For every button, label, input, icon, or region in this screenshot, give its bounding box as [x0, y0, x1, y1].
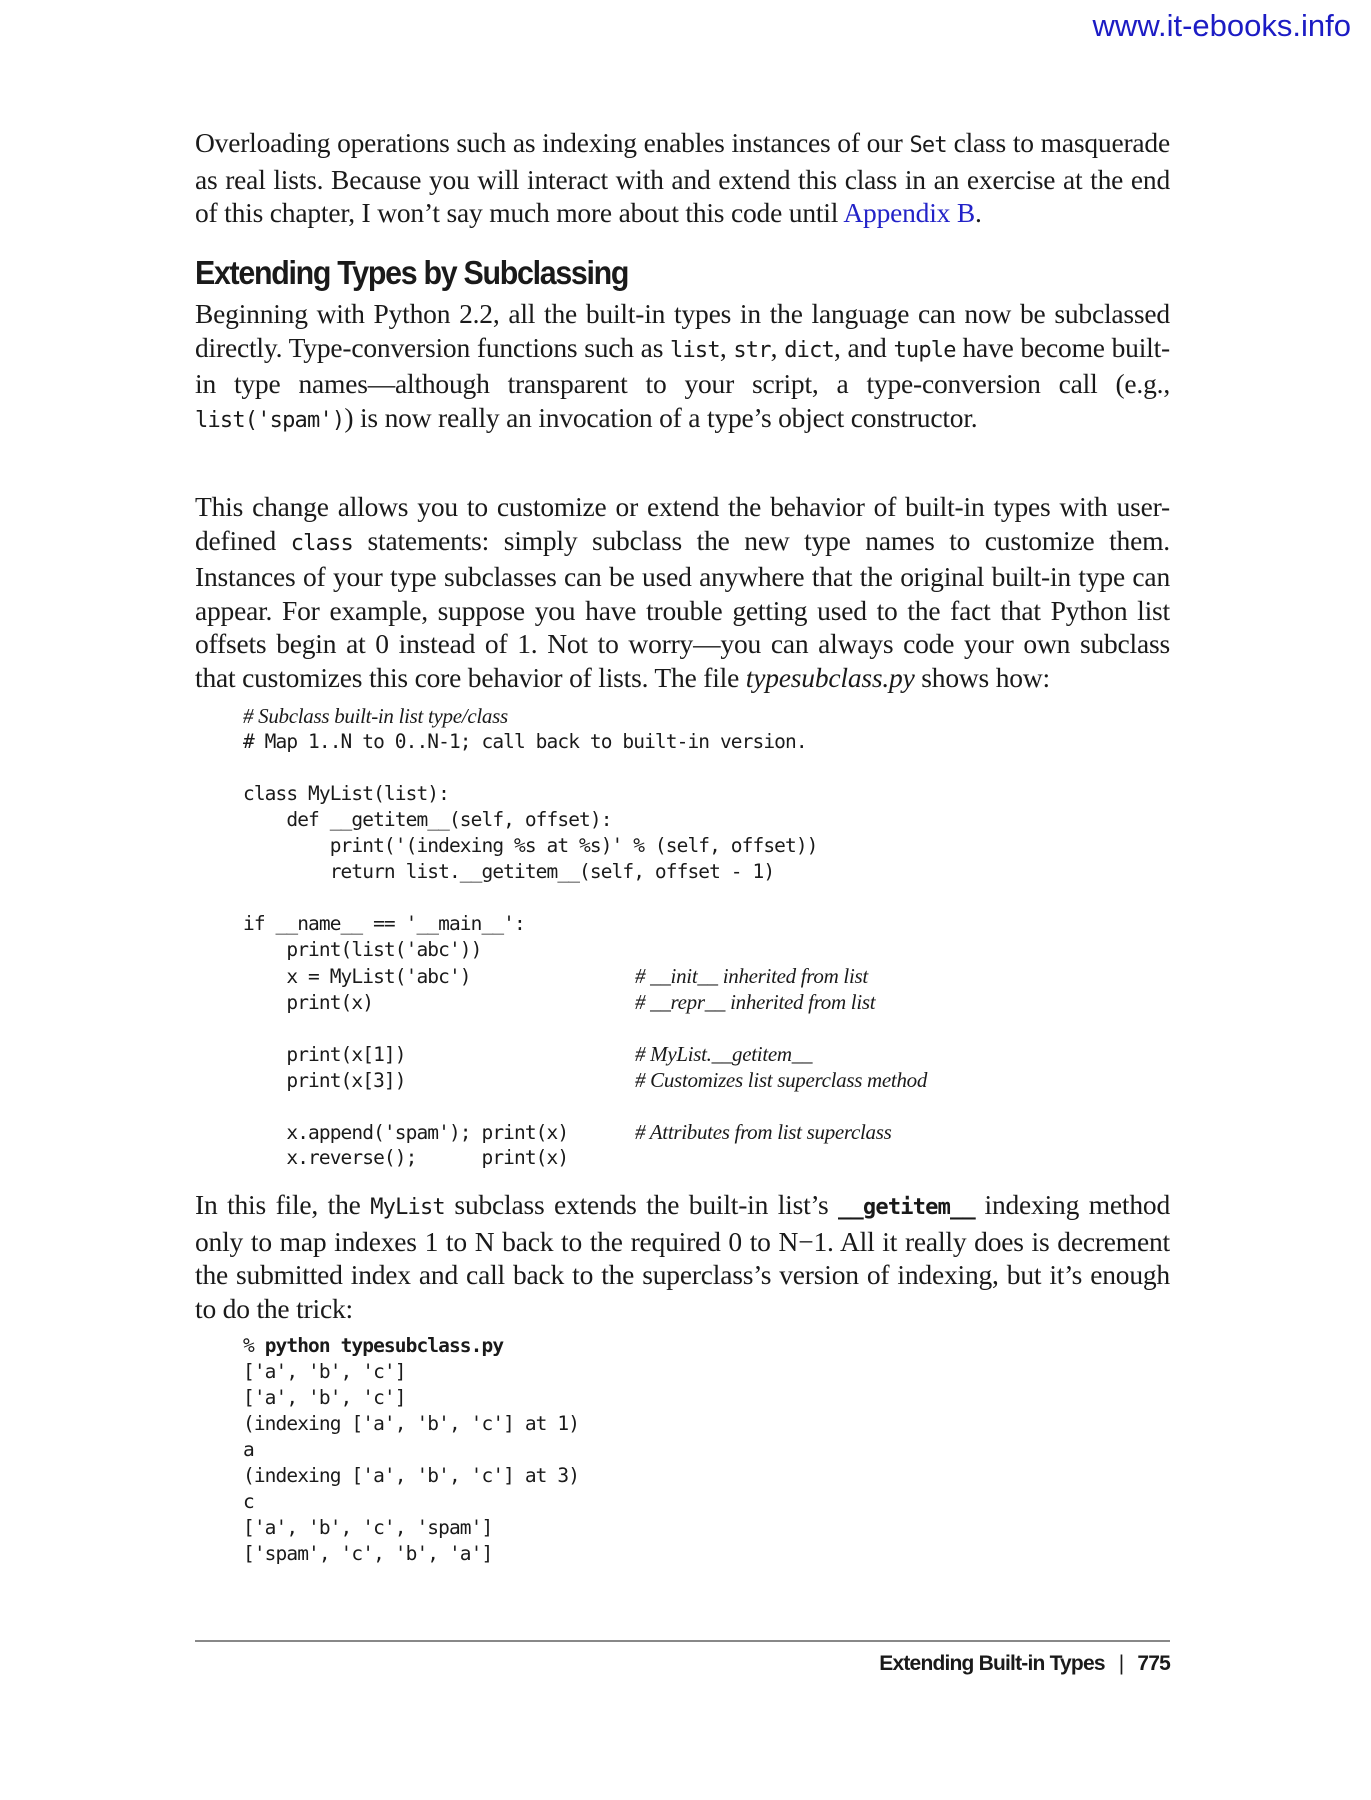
section-paragraph-3: In this file, the MyList subclass extends the built-in list’s __getitem__ indexing method only to map indexes 1 to N back to the required 0 to N−1. All it really does is decrement the submitted index and call back to the superclass’s version of indexing, but it’s enough to do the trick:: [195, 1189, 1170, 1324]
command-text: python typesubclass.py: [264, 1334, 504, 1357]
inline-code: tuple: [893, 337, 956, 363]
code-listing: [195, 703, 927, 1171]
code-text: x.append('spam'); print(x): [243, 1121, 569, 1144]
intro-paragraph: Overloading operations such as indexing enables instances of our Set class to masquerade as real lists. Because you will interact with and extend this class in an exercise at the end of this chapter, I won’t say much more about this code until Appendix B.: [195, 127, 1170, 228]
section-paragraph-1: Beginning with Python 2.2, all the built-in types in the language can now be subclassed directly. Type-conversion functions such as list, str, dict, and tuple have become built-in type names—although transparent to your script, a type-conversion call (e.g., list('spam')) is now really an invocation of a type’s object constructor.: [195, 298, 1170, 433]
code-text: # Map 1..N to 0..N-1; call back to built-in version.: [243, 730, 807, 753]
code-line: [243, 963, 927, 989]
inline-code: class: [290, 530, 353, 556]
code-text: print(list('abc')): [243, 938, 482, 961]
code-line: [243, 1015, 927, 1041]
code-line: [243, 1041, 927, 1067]
code-line: [243, 729, 927, 755]
code-text: def __getitem__(self, offset):: [243, 808, 612, 831]
code-text: print(x): [243, 991, 374, 1014]
inline-code: dict: [784, 337, 834, 363]
page-footer: [879, 1652, 1170, 1676]
code-text: if __name__ == '__main__':: [243, 912, 525, 935]
section-title: Extending Types by Subclassing: [195, 254, 629, 291]
output-line: (indexing ['a', 'b', 'c'] at 1): [243, 1412, 580, 1435]
footer-separator: |: [1118, 1652, 1124, 1675]
code-line: [243, 885, 927, 911]
code-comment: # Customizes list superclass method: [635, 1068, 928, 1092]
code-comment: # Attributes from list superclass: [635, 1120, 892, 1144]
output-line: a: [243, 1438, 254, 1461]
code-line: [243, 703, 927, 729]
inline-code: str: [733, 337, 771, 363]
section-paragraph-2: This change allows you to customize or extend the behavior of built-in types with user-defined class statements: simply subclass the new type names to customize them. Instances of your type subclasses can be used anywhere that the original built-in type can appear. For example, suppose you have trouble getting used to the fact that Python list offsets begin at 0 instead of 1. Not to worry—you can always code your own subclass that customizes this core behavior of lists. The file typesubclass.py shows how:: [195, 491, 1170, 693]
code-line: [243, 807, 927, 833]
inline-code: __getitem__: [838, 1195, 975, 1220]
code-line: [243, 1093, 927, 1119]
output-line: c: [243, 1490, 254, 1513]
inline-code: MyList: [370, 1195, 445, 1220]
code-text: print('(indexing %s at %s)' % (self, offset)): [243, 834, 818, 857]
code-line: [243, 1119, 927, 1145]
code-text: x.reverse(); print(x): [243, 1146, 569, 1169]
code-text: return list.__getitem__(self, offset - 1): [243, 860, 775, 883]
code-line: [243, 833, 927, 859]
code-line: [243, 989, 927, 1015]
code-text: class MyList(list):: [243, 782, 449, 805]
code-text: print(x[1]): [243, 1043, 406, 1066]
code-line: [243, 1145, 927, 1171]
code-comment: # __init__ inherited from list: [635, 964, 868, 988]
page-number: 775: [1137, 1652, 1170, 1675]
output-line: ['spam', 'c', 'b', 'a']: [243, 1542, 493, 1565]
output-line: ['a', 'b', 'c']: [243, 1360, 406, 1383]
code-line: [243, 911, 927, 937]
footer-divider: [195, 1640, 1170, 1642]
code-text: x = MyList('abc'): [243, 965, 471, 988]
output-listing: [195, 1333, 579, 1567]
output-line: ['a', 'b', 'c', 'spam']: [243, 1516, 493, 1539]
command-line: % python typesubclass.py: [243, 1334, 504, 1357]
file-name: typesubclass.py: [745, 661, 915, 693]
code-comment: # Subclass built-in list type/class: [243, 704, 508, 728]
code-line: [243, 937, 927, 963]
appendix-b-link[interactable]: Appendix B: [843, 197, 976, 228]
code-comment: # __repr__ inherited from list: [635, 990, 876, 1014]
inline-code: Set: [909, 133, 947, 158]
code-line: [243, 1067, 927, 1093]
site-link[interactable]: www.it-ebooks.info: [1092, 8, 1351, 43]
inline-code: list('spam'): [195, 407, 345, 433]
inline-code: list: [670, 337, 720, 363]
code-comment: # MyList.__getitem__: [635, 1042, 813, 1066]
code-line: [243, 755, 927, 781]
code-line: [243, 859, 927, 885]
code-text: print(x[3]): [243, 1069, 406, 1092]
code-line: [243, 781, 927, 807]
output-line: (indexing ['a', 'b', 'c'] at 3): [243, 1464, 580, 1487]
running-footer-title: Extending Built-in Types: [879, 1652, 1105, 1675]
output-line: ['a', 'b', 'c']: [243, 1386, 406, 1409]
